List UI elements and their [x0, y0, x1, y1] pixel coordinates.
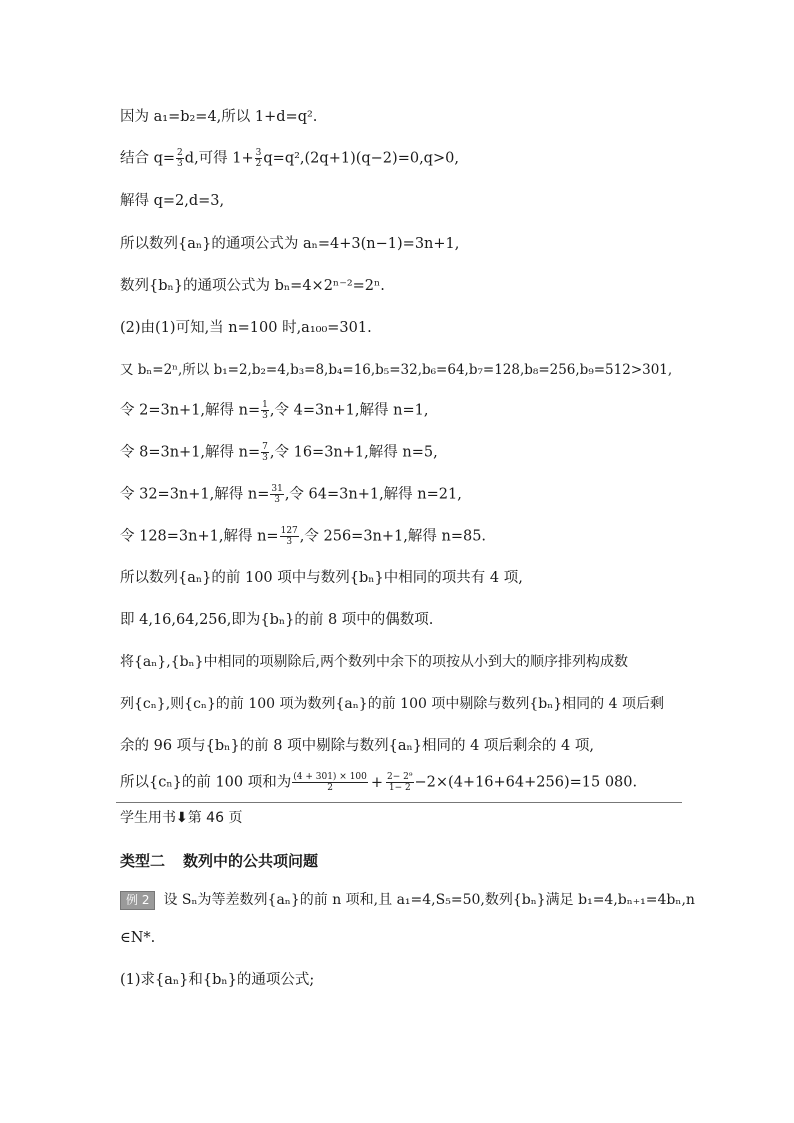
example-line-2: ∈N*.: [120, 930, 156, 946]
book-page-reference: 学生用书⬇第 46 页: [120, 810, 243, 826]
example-line-1: 例 2 设 Sₙ为等差数列{aₙ}的前 n 项和,且 a₁=4,S₅=50,数列{bₙ}满足 b₁=4,bₙ₊₁=4bₙ,n: [120, 890, 695, 910]
solution-line-14: 将{aₙ},{bₙ}中相同的项剔除后,两个数列中余下的项按从小到大的顺序排列构成数: [120, 654, 628, 670]
fraction-sum-1: $\frac{(4 + 301) \times 100}{2}$: [293, 772, 367, 793]
solution-line-16: 余的 96 项与{bₙ}的前 8 项中剔除与数列{aₙ}相同的 4 项后剩余的 4 项,: [120, 738, 594, 754]
fraction-sum-2: $\frac{\text{2− 2⁹}}{1- 2}$: [387, 772, 413, 793]
fraction-1-3: $\frac{1}{3}$: [262, 400, 268, 421]
solution-line-6: (2)由(1)可知,当 n=100 时,a₁₀₀=301.: [120, 320, 372, 336]
fraction-2-3: $\frac{2}{3}$: [177, 148, 183, 169]
line-2-mid: d,可得 1+: [184, 150, 254, 167]
plus-sign: +: [370, 774, 384, 791]
down-arrow-icon: ⬇: [176, 810, 188, 826]
solution-line-4: 所以数列{aₙ}的通项公式为 aₙ=4+3(n−1)=3n+1,: [120, 236, 460, 252]
section-heading: 类型二 数列中的公共项问题: [120, 852, 319, 870]
solution-line-13: 即 4,16,64,256,即为{bₙ}的前 8 项中的偶数项.: [120, 612, 434, 628]
solution-line-3: 解得 q=2,d=3,: [120, 193, 225, 209]
fraction-127-3: $\frac{127}{3}$: [280, 526, 298, 547]
solution-line-2: [120, 148, 459, 169]
solution-line-8: 令 2=3n+1,解得 n= $\frac{1}{3}$ ,令 4=3n+1,解得 n=1,: [120, 400, 429, 421]
solution-line-7: 又 bₙ=2ⁿ,所以 b₁=2,b₂=4,b₃=8,b₄=16,b₅=32,b₆=64,b₇=128,b₈=256,b₉=512>301,: [120, 362, 673, 378]
line-2-end: q=q²,(2q+1)(q−2)=0,q>0,: [263, 150, 459, 167]
solution-line-15: 列{cₙ},则{cₙ}的前 100 项为数列{aₙ}的前 100 项中剔除与数列{bₙ}相同的 4 项后剩: [120, 696, 664, 712]
section-divider: [116, 802, 682, 803]
solution-line-9: 令 8=3n+1,解得 n= $\frac{7}{3}$ ,令 16=3n+1,解得 n=5,: [120, 442, 438, 463]
fraction-7-3: $\frac{7}{3}$: [262, 442, 268, 463]
solution-line-12: 所以数列{aₙ}的前 100 项中与数列{bₙ}中相同的项共有 4 项,: [120, 570, 523, 586]
solution-line-10: 令 32=3n+1,解得 n= $\frac{31}{3}$ ,令 64=3n+1,解得 n=21,: [120, 484, 462, 505]
fraction-3-2: $\frac{3}{2}$: [255, 148, 262, 169]
solution-line-1: 因为 a₁=b₂=4,所以 1+d=q².: [120, 109, 318, 125]
solution-line-5: 数列{bₙ}的通项公式为 bₙ=4×2ⁿ⁻²=2ⁿ.: [120, 278, 385, 294]
example-question-1: (1)求{aₙ}和{bₙ}的通项公式;: [120, 972, 315, 988]
fraction-31-3: $\frac{31}{3}$: [271, 484, 283, 505]
line-2-start: 结合 q=: [120, 150, 176, 167]
example-badge: 例 2: [120, 891, 155, 910]
solution-line-11: 令 128=3n+1,解得 n= $\frac{127}{3}$ ,令 256=3n+1,解得 n=85.: [120, 526, 487, 547]
solution-line-17: 所以{cₙ}的前 100 项和为 $\frac{(4 + 301) \times 100}{2}$ + $\frac{\text{2− 2⁹}}{1- 2}$ −2×(4+16+64+256)=15 080.: [120, 772, 638, 793]
